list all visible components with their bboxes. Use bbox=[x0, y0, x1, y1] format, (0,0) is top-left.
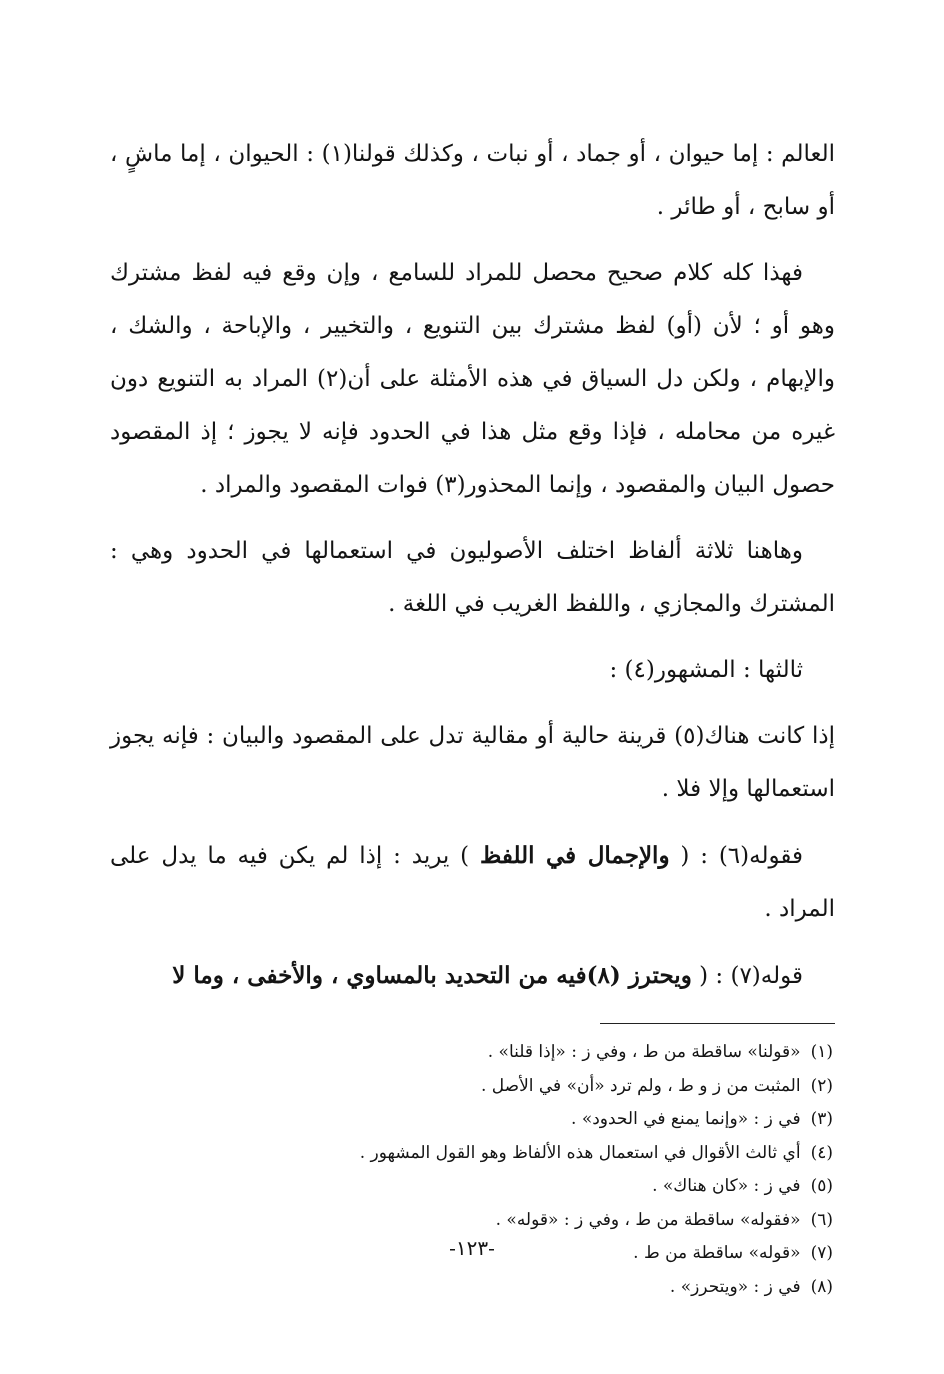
footnote-number: (١) bbox=[810, 1042, 833, 1062]
paragraph-4-heading: ثالثها : المشهور(٤) : bbox=[609, 657, 803, 683]
footnote-text: في ز : «كان هناك» . bbox=[652, 1176, 801, 1196]
footnote-3 bbox=[110, 1103, 835, 1137]
footnote-text: «قولنا» ساقطة من ط ، وفي ز : «إذا قلنا» . bbox=[487, 1042, 801, 1062]
footnote-text: المثبت من ز و ط ، ولم ترد «أن» في الأصل . bbox=[480, 1075, 801, 1096]
footnotes-list bbox=[110, 1036, 835, 1304]
footnote-number: (٨) bbox=[810, 1276, 833, 1297]
footnote-1 bbox=[110, 1036, 835, 1070]
footnote-6 bbox=[110, 1204, 835, 1238]
footnote-number: (٢) bbox=[810, 1075, 833, 1096]
page-number: -١٢٣- bbox=[449, 1236, 495, 1260]
footnote-4 bbox=[110, 1137, 835, 1171]
paragraph-7-quoted-text: ويحترز (٨)فيه من التحديد بالمساوي ، والأخفى ، وما لا bbox=[172, 962, 692, 989]
footnote-number: (٥) bbox=[810, 1176, 833, 1196]
paragraph-2: فهذا كله كلام صحيح محصل للمراد للسامع ، وإن وقع فيه لفظ مشترك وهو أو ؛ لأن (أو) لفظ مشترك بين التنويع ، والتخيير ، والإباحة ، والشك ، والإبهام ، ولكن دل السياق في هذه الأمثلة على أن(٢) المراد به التنويع دون غيره من محامله ، فإذا وقع مثل هذا في الحدود فإنه لا يجوز ؛ إذ المقصود حصول البيان والمقصود ، وإنما المحذور(٣) فوات المقصود والمراد . bbox=[110, 260, 835, 498]
footnote-2 bbox=[110, 1070, 835, 1104]
footnote-number: (٣) bbox=[810, 1109, 833, 1129]
paragraph-6-quoted-text: والإجمال في اللفظ bbox=[479, 842, 670, 869]
paragraph-5: إذا كانت هناك(٥) قرينة حالية أو مقالية تدل على المقصود والبيان : فإنه يجوز استعمالها وإلا فلا . bbox=[110, 723, 835, 802]
paragraph-3: وهاهنا ثلاثة ألفاظ اختلف الأصوليون في استعمالها في الحدود وهي : المشترك والمجازي ، واللفظ الغريب في اللغة . bbox=[110, 538, 835, 617]
footnote-8 bbox=[110, 1271, 835, 1305]
page-body bbox=[110, 128, 835, 1304]
paragraph-7-lead: قوله(٧) : ( bbox=[691, 963, 803, 989]
footnote-number: (٤) bbox=[810, 1142, 833, 1163]
paragraph-1: العالم : إما حيوان ، أو جماد ، أو نبات ، وكذلك قولنا(١) : الحيوان ، إما ماشٍ ، أو سابح ، أو طائر . bbox=[110, 141, 836, 220]
footnote-text: «قوله» ساقطة من ط . bbox=[633, 1243, 801, 1263]
footnote-5 bbox=[110, 1170, 835, 1204]
footnote-text: «فقوله» ساقطة من ط ، وفي ز : «قوله» . bbox=[495, 1209, 801, 1230]
paragraph-6-lead: فقوله(٦) : ( bbox=[669, 843, 803, 869]
footnote-text: أي ثالث الأقوال في استعمال هذه الألفاظ وهو القول المشهور . bbox=[359, 1142, 801, 1163]
footnote-number: (٧) bbox=[810, 1243, 833, 1263]
paragraph-6-tail: ) يريد : إذا لم يكن فيه ما يدل على المراد . bbox=[110, 843, 835, 922]
footnote-text: في ز : «ويتحرز» . bbox=[669, 1276, 801, 1297]
footnote-number: (٦) bbox=[810, 1209, 833, 1230]
footnote-divider bbox=[600, 1023, 835, 1024]
paragraph-7 bbox=[110, 949, 835, 1003]
paragraph-6 bbox=[110, 829, 835, 936]
footnote-text: في ز : «وإنما يمنع في الحدود» . bbox=[571, 1109, 801, 1129]
